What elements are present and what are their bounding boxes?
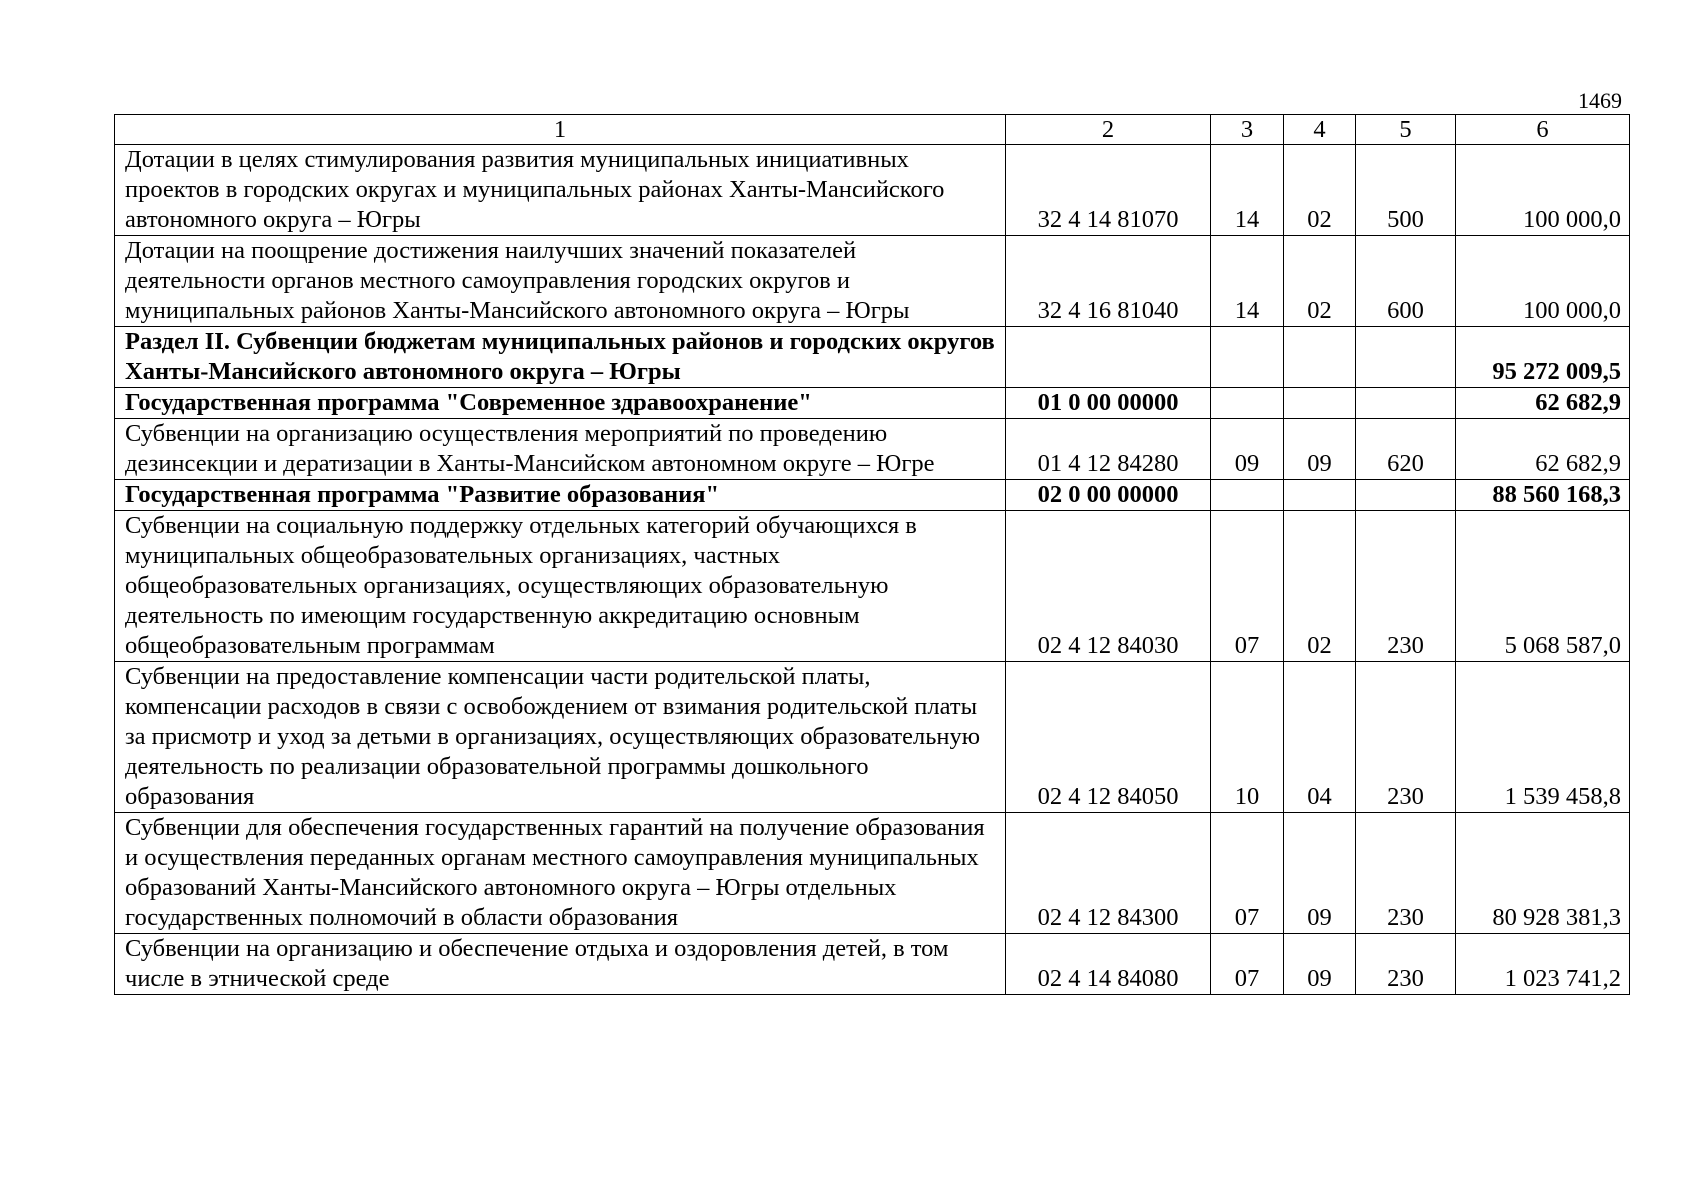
row-subsection-cell: 02 (1284, 236, 1356, 327)
row-sum-cell: 5 068 587,0 (1456, 511, 1630, 662)
row-section-cell (1211, 480, 1284, 511)
row-code-cell (1006, 327, 1211, 388)
row-sum-cell: 62 682,9 (1456, 419, 1630, 480)
table-row (115, 419, 1630, 480)
row-type-cell (1356, 480, 1456, 511)
table-row (115, 388, 1630, 419)
row-sum-cell: 95 272 009,5 (1456, 327, 1630, 388)
row-type-cell: 230 (1356, 934, 1456, 995)
row-type-cell (1356, 327, 1456, 388)
column-header: 5 (1356, 115, 1456, 145)
row-section-cell: 09 (1211, 419, 1284, 480)
row-section-cell: 07 (1211, 934, 1284, 995)
page-number: 1469 (1578, 88, 1622, 113)
budget-table (114, 114, 1630, 995)
row-sum-cell: 1 023 741,2 (1456, 934, 1630, 995)
table-row (115, 236, 1630, 327)
table-row (115, 480, 1630, 511)
table-row (115, 813, 1630, 934)
row-name-cell: Дотации на поощрение достижения наилучших значений показателей деятельности органов местного самоуправления городских округов и муниципальных районов Ханты-Мансийского автономного округа – Югры (115, 236, 1006, 327)
row-subsection-cell: 02 (1284, 145, 1356, 236)
row-section-cell (1211, 327, 1284, 388)
table-row (115, 511, 1630, 662)
row-type-cell: 600 (1356, 236, 1456, 327)
row-name-cell: Субвенции для обеспечения государственных гарантий на получение образования и осуществления переданных органам местного самоуправления муниципальных образований Ханты-Мансийского автономного округа – Югры отдельных государственных полномочий в области образования (115, 813, 1006, 934)
row-name-cell: Дотации в целях стимулирования развития муниципальных инициативных проектов в городских округах и муниципальных районах Ханты-Мансийского автономного округа – Югры (115, 145, 1006, 236)
row-code-cell: 32 4 14 81070 (1006, 145, 1211, 236)
table-row (115, 145, 1630, 236)
row-name-cell: Государственная программа "Развитие образования" (115, 480, 1006, 511)
table-row (115, 934, 1630, 995)
row-name-cell: Субвенции на социальную поддержку отдельных категорий обучающихся в муниципальных общеобразовательных организациях, частных общеобразовательных организациях, осуществляющих образовательную деятельность по имеющим государственную аккредитацию основным общеобразовательным программам (115, 511, 1006, 662)
row-type-cell: 230 (1356, 511, 1456, 662)
row-code-cell: 01 4 12 84280 (1006, 419, 1211, 480)
row-name-cell: Государственная программа "Современное здравоохранение" (115, 388, 1006, 419)
row-code-cell: 02 4 12 84030 (1006, 511, 1211, 662)
row-code-cell: 32 4 16 81040 (1006, 236, 1211, 327)
column-header: 1 (115, 115, 1006, 145)
column-header: 3 (1211, 115, 1284, 145)
row-sum-cell: 62 682,9 (1456, 388, 1630, 419)
row-subsection-cell: 09 (1284, 419, 1356, 480)
row-code-cell: 02 0 00 00000 (1006, 480, 1211, 511)
row-section-cell (1211, 388, 1284, 419)
row-code-cell: 02 4 14 84080 (1006, 934, 1211, 995)
row-name-cell: Субвенции на организацию осуществления мероприятий по проведению дезинсекции и дератизации в Ханты-Мансийском автономном округе – Югре (115, 419, 1006, 480)
row-type-cell (1356, 388, 1456, 419)
row-section-cell: 14 (1211, 145, 1284, 236)
column-header: 4 (1284, 115, 1356, 145)
row-sum-cell: 1 539 458,8 (1456, 662, 1630, 813)
column-header: 2 (1006, 115, 1211, 145)
row-subsection-cell: 02 (1284, 511, 1356, 662)
row-code-cell: 02 4 12 84300 (1006, 813, 1211, 934)
row-sum-cell: 80 928 381,3 (1456, 813, 1630, 934)
row-section-cell: 07 (1211, 511, 1284, 662)
row-subsection-cell: 09 (1284, 813, 1356, 934)
row-code-cell: 02 4 12 84050 (1006, 662, 1211, 813)
row-subsection-cell: 09 (1284, 934, 1356, 995)
row-sum-cell: 100 000,0 (1456, 236, 1630, 327)
row-name-cell: Субвенции на организацию и обеспечение отдыха и оздоровления детей, в том числе в этнической среде (115, 934, 1006, 995)
table-row (115, 327, 1630, 388)
row-sum-cell: 88 560 168,3 (1456, 480, 1630, 511)
table-header-row (115, 115, 1630, 145)
row-type-cell: 500 (1356, 145, 1456, 236)
row-subsection-cell (1284, 388, 1356, 419)
row-subsection-cell: 04 (1284, 662, 1356, 813)
table-row (115, 662, 1630, 813)
row-section-cell: 14 (1211, 236, 1284, 327)
row-code-cell: 01 0 00 00000 (1006, 388, 1211, 419)
row-type-cell: 230 (1356, 813, 1456, 934)
column-header: 6 (1456, 115, 1630, 145)
row-name-cell: Субвенции на предоставление компенсации части родительской платы, компенсации расходов в связи с освобождением от взимания родительской платы за присмотр и уход за детьми в организациях, осуществляющих образовательную деятельность по реализации образовательной программы дошкольного образования (115, 662, 1006, 813)
row-section-cell: 10 (1211, 662, 1284, 813)
row-name-cell: Раздел II. Субвенции бюджетам муниципальных районов и городских округов Ханты-Мансийского автономного округа – Югры (115, 327, 1006, 388)
row-type-cell: 620 (1356, 419, 1456, 480)
row-sum-cell: 100 000,0 (1456, 145, 1630, 236)
row-section-cell: 07 (1211, 813, 1284, 934)
row-subsection-cell (1284, 480, 1356, 511)
row-type-cell: 230 (1356, 662, 1456, 813)
row-subsection-cell (1284, 327, 1356, 388)
